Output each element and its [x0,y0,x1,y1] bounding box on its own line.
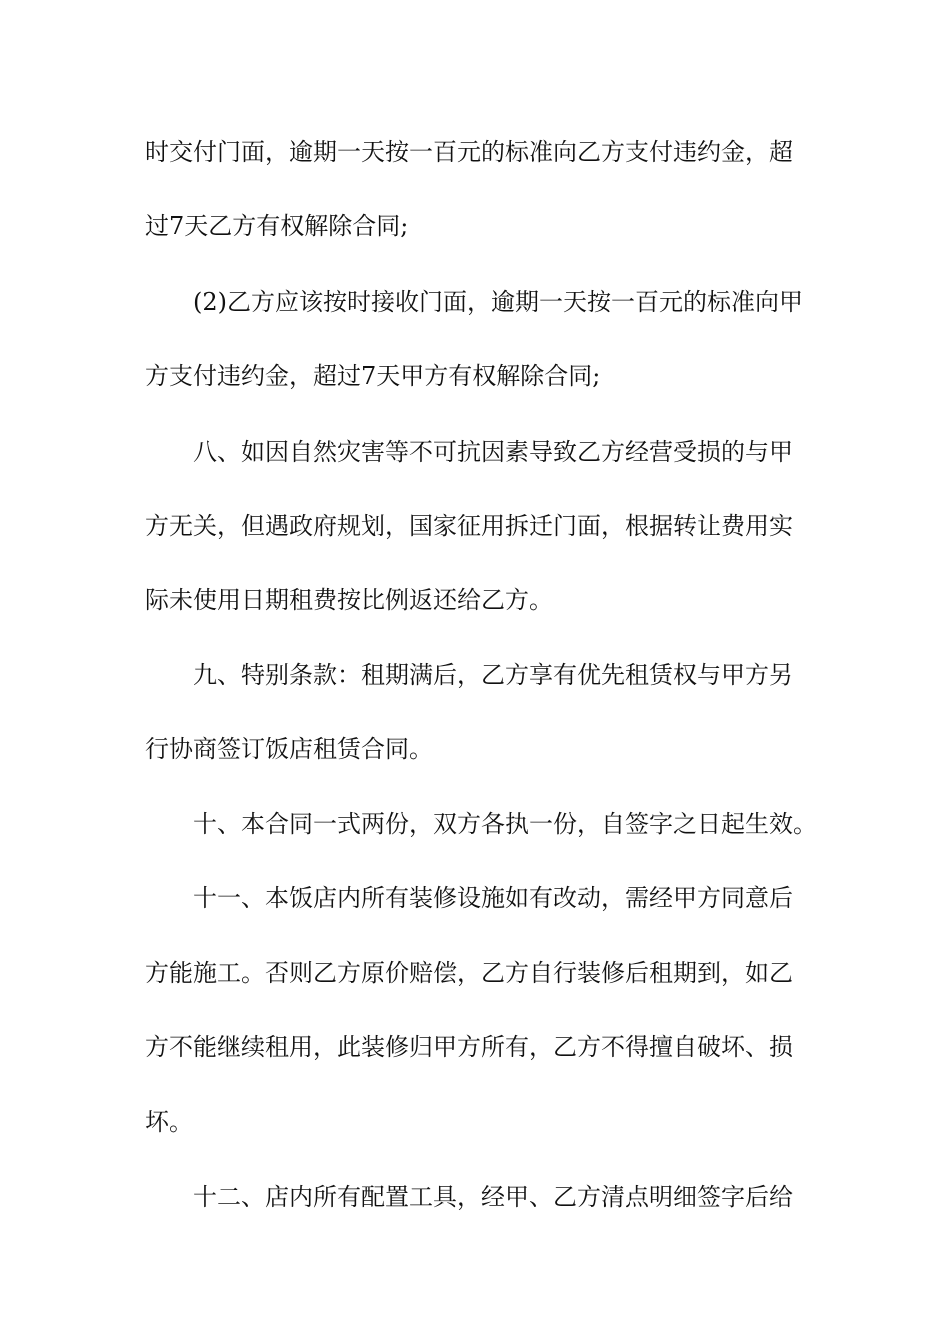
text-line: 方支付违约金，超过7天甲方有权解除合同; [145,362,601,390]
text-line: 际未使用日期租费按比例返还给乙方。 [145,586,553,614]
text-line: 时交付门面，逾期一天按一百元的标准向乙方支付违约金，超 [145,138,793,166]
text-line: 方不能继续租用，此装修归甲方所有，乙方不得擅自破坏、损 [145,1033,793,1061]
text-line: 十二、店内所有配置工具，经甲、乙方清点明细签字后给 [193,1183,793,1211]
text-line: 方无关，但遇政府规划，国家征用拆迁门面，根据转让费用实 [145,512,793,540]
text-line: 九、特别条款：租期满后，乙方享有优先租赁权与甲方另 [193,661,793,689]
text-line: 十一、本饭店内所有装修设施如有改动，需经甲方同意后 [193,884,793,912]
text-line: (2)乙方应该按时接收门面，逾期一天按一百元的标准向甲 [193,288,803,316]
text-line: 十、本合同一式两份，双方各执一份，自签字之日起生效。 [193,810,817,838]
text-line: 过7天乙方有权解除合同; [145,212,409,240]
text-line: 方能施工。否则乙方原价赔偿，乙方自行装修后租期到，如乙 [145,959,793,987]
text-line: 行协商签订饭店租赁合同。 [145,735,433,763]
text-line: 八、如因自然灾害等不可抗因素导致乙方经营受损的与甲 [193,438,793,466]
text-line: 坏。 [145,1108,193,1136]
